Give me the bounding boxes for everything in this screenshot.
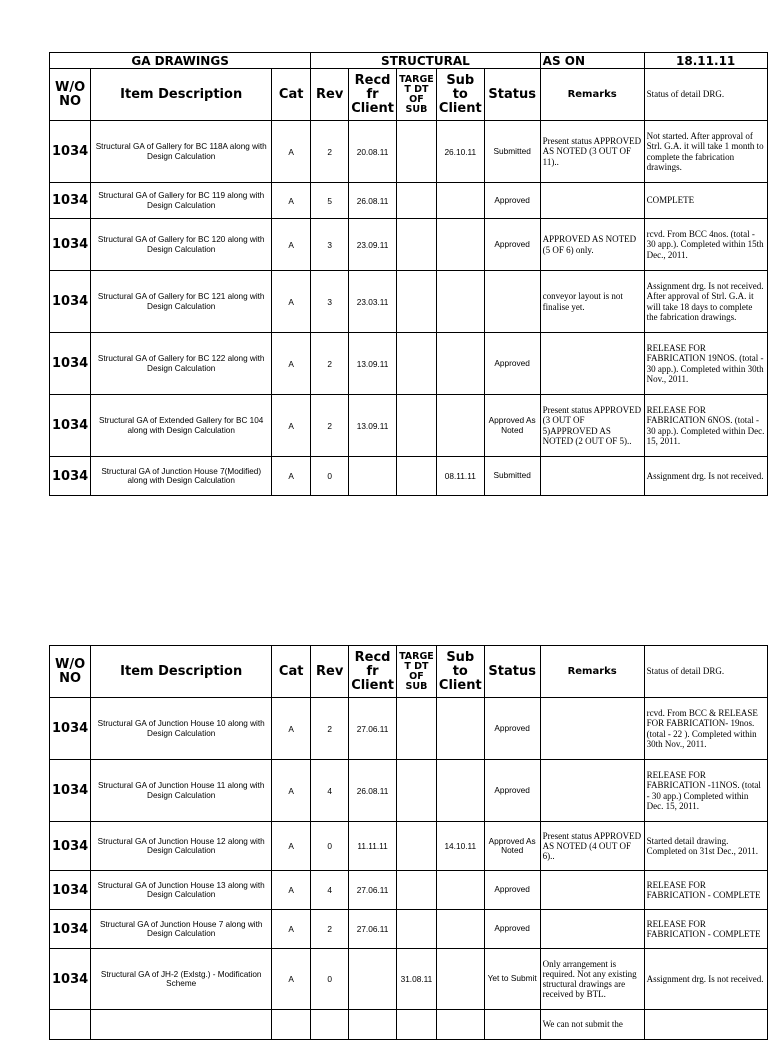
cell-item-description: Structural GA of Gallery for BC 122 along with Design Calculation [91,333,272,395]
cell-item-description: Structural GA of Extended Gallery for BC 104 along with Design Calculation [91,395,272,457]
cell-target-date [396,333,436,395]
cell-sub-date [436,1010,484,1040]
cell-sub-date [436,395,484,457]
cell-sub-date [436,871,484,910]
cell-rev: 5 [311,183,349,219]
cell-status: Approved [484,910,540,949]
cell-detail-status: Assignment drg. Is not received. [644,457,767,496]
structural-title: STRUCTURAL [311,53,540,69]
cell-recd-date: 27.06.11 [349,871,397,910]
table-row [50,822,768,871]
table-row [50,871,768,910]
cell-detail-status: Assignment drg. Is not received. After approval of Strl. G.A. it will take 18 days to complete the fabrication drawings. [644,271,767,333]
cell-target-date [396,871,436,910]
cell-wo: 1034 [50,822,91,871]
cell-detail-status: RELEASE FOR FABRICATION - COMPLETE [644,910,767,949]
cell-target-date [396,395,436,457]
cell-recd-date: 26.08.11 [349,183,397,219]
cell-status: Approved [484,760,540,822]
cell-remarks [540,760,644,822]
cell-remarks: We can not submit the [540,1010,644,1040]
cell-remarks [540,698,644,760]
header-rev: Rev [311,646,349,698]
cell-detail-status [644,1010,767,1040]
cell-cat: A [272,395,311,457]
cell-recd-date: 11.11.11 [349,822,397,871]
header-sub: Sub to Client [436,69,484,121]
cell-target-date [396,822,436,871]
cell-rev: 3 [311,219,349,271]
header-remarks: Remarks [540,69,644,121]
header-cat: Cat [272,646,311,698]
cell-recd-date: 13.09.11 [349,395,397,457]
cell-rev: 2 [311,395,349,457]
cell-item-description: Structural GA of Gallery for BC 119 along with Design Calculation [91,183,272,219]
cell-status: Submitted [484,457,540,496]
cell-wo: 1034 [50,698,91,760]
cell-rev [311,1010,349,1040]
cell-rev: 4 [311,871,349,910]
cell-sub-date [436,698,484,760]
cell-cat: A [272,271,311,333]
cell-rev: 2 [311,333,349,395]
cell-rev: 3 [311,271,349,333]
cell-cat: A [272,219,311,271]
cell-sub-date [436,271,484,333]
cell-sub-date [436,219,484,271]
table-row [50,121,768,183]
cell-sub-date: 14.10.11 [436,822,484,871]
table-row [50,457,768,496]
cell-target-date [396,760,436,822]
cell-sub-date [436,949,484,1010]
cell-wo: 1034 [50,219,91,271]
cell-recd-date: 27.06.11 [349,698,397,760]
cell-target-date [396,910,436,949]
title-row [50,53,768,69]
table-row [50,910,768,949]
header-target: TARGE T DT OF SUB [396,646,436,698]
cell-cat: A [272,822,311,871]
cell-detail-status: RELEASE FOR FABRICATION 6NOS. (total - 30 app.). Completed within Dec. 15, 2011. [644,395,767,457]
cell-sub-date [436,183,484,219]
cell-wo: 1034 [50,121,91,183]
cell-status: Approved As Noted [484,822,540,871]
cell-remarks [540,183,644,219]
cell-wo: 1034 [50,271,91,333]
cell-recd-date [349,457,397,496]
cell-detail-status: Started detail drawing. Completed on 31st Dec., 2011. [644,822,767,871]
cell-status [484,1010,540,1040]
cell-item-description: Structural GA of Gallery for BC 120 along with Design Calculation [91,219,272,271]
header-wo: W/O NO [50,646,91,698]
cell-target-date [396,271,436,333]
cell-cat: A [272,910,311,949]
cell-wo: 1034 [50,871,91,910]
table-row [50,1010,768,1040]
header-sub: Sub to Client [436,646,484,698]
header-item: Item Description [91,646,272,698]
cell-rev: 2 [311,698,349,760]
header-row [50,69,768,121]
cell-item-description [91,1010,272,1040]
table-row [50,949,768,1010]
header-wo: W/O NO [50,69,91,121]
header-status: Status [484,646,540,698]
header-cat: Cat [272,69,311,121]
cell-status: Approved [484,219,540,271]
cell-status: Approved [484,333,540,395]
cell-status: Submitted [484,121,540,183]
cell-wo: 1034 [50,395,91,457]
cell-cat: A [272,121,311,183]
cell-item-description: Structural GA of Junction House 10 along with Design Calculation [91,698,272,760]
cell-wo: 1034 [50,910,91,949]
cell-recd-date: 27.06.11 [349,910,397,949]
header-detail: Status of detail DRG. [644,646,767,698]
cell-target-date [396,698,436,760]
drawing-status-table-1 [49,52,768,496]
cell-recd-date: 13.09.11 [349,333,397,395]
header-status: Status [484,69,540,121]
cell-remarks [540,457,644,496]
cell-status: Approved [484,871,540,910]
header-row [50,646,768,698]
cell-cat [272,1010,311,1040]
cell-wo: 1034 [50,333,91,395]
cell-wo: 1034 [50,760,91,822]
cell-item-description: Structural GA of Gallery for BC 121 along with Design Calculation [91,271,272,333]
cell-item-description: Structural GA of Junction House 12 along with Design Calculation [91,822,272,871]
cell-target-date: 31.08.11 [396,949,436,1010]
cell-detail-status: COMPLETE [644,183,767,219]
table-row [50,271,768,333]
cell-rev: 0 [311,457,349,496]
cell-item-description: Structural GA of Junction House 7(Modified) along with Design Calculation [91,457,272,496]
cell-item-description: Structural GA of Gallery for BC 118A along with Design Calculation [91,121,272,183]
cell-cat: A [272,457,311,496]
cell-rev: 2 [311,910,349,949]
table-row [50,698,768,760]
cell-rev: 0 [311,822,349,871]
cell-status [484,271,540,333]
cell-wo: 1034 [50,457,91,496]
cell-remarks [540,910,644,949]
drawing-status-table-2 [49,645,768,1040]
cell-remarks: Only arrangement is required. Not any existing structural drawings are received by BTL. [540,949,644,1010]
cell-status: Approved [484,183,540,219]
report-date: 18.11.11 [644,53,767,69]
cell-sub-date [436,760,484,822]
cell-detail-status: Assignment drg. Is not received. [644,949,767,1010]
cell-cat: A [272,333,311,395]
cell-remarks: Present status APPROVED AS NOTED (3 OUT OF 11).. [540,121,644,183]
cell-target-date [396,457,436,496]
table-row [50,333,768,395]
cell-target-date [396,1010,436,1040]
header-recd: Recd fr Client [349,69,397,121]
cell-target-date [396,219,436,271]
header-detail: Status of detail DRG. [644,69,767,121]
cell-detail-status: Not started. After approval of Strl. G.A. it will take 1 month to complete the fabrication drawings. [644,121,767,183]
cell-remarks [540,333,644,395]
cell-recd-date: 26.08.11 [349,760,397,822]
table-row [50,219,768,271]
cell-status: Approved As Noted [484,395,540,457]
cell-rev: 0 [311,949,349,1010]
cell-wo: 1034 [50,183,91,219]
cell-remarks: APPROVED AS NOTED (5 OF 6) only. [540,219,644,271]
cell-detail-status: RELEASE FOR FABRICATION - COMPLETE [644,871,767,910]
table-row [50,183,768,219]
cell-target-date [396,121,436,183]
header-target: TARGE T DT OF SUB [396,69,436,121]
cell-item-description: Structural GA of Junction House 13 along with Design Calculation [91,871,272,910]
cell-status: Yet to Submit [484,949,540,1010]
header-rev: Rev [311,69,349,121]
cell-rev: 2 [311,121,349,183]
cell-remarks [540,871,644,910]
cell-cat: A [272,760,311,822]
ga-drawings-title: GA DRAWINGS [50,53,311,69]
cell-recd-date: 20.08.11 [349,121,397,183]
cell-rev: 4 [311,760,349,822]
cell-sub-date: 08.11.11 [436,457,484,496]
cell-item-description: Structural GA of Junction House 11 along with Design Calculation [91,760,272,822]
table-row [50,395,768,457]
cell-wo: 1034 [50,949,91,1010]
cell-sub-date [436,910,484,949]
cell-detail-status: RELEASE FOR FABRICATION 19NOS. (total - 30 app.). Completed within 30th Nov., 2011. [644,333,767,395]
cell-cat: A [272,949,311,1010]
header-item: Item Description [91,69,272,121]
cell-cat: A [272,183,311,219]
cell-recd-date: 23.09.11 [349,219,397,271]
cell-sub-date: 26.10.11 [436,121,484,183]
cell-item-description: Structural GA of Junction House 7 along with Design Calculation [91,910,272,949]
cell-item-description: Structural GA of JH-2 (Exlstg.) - Modification Scheme [91,949,272,1010]
cell-status: Approved [484,698,540,760]
cell-cat: A [272,698,311,760]
cell-wo [50,1010,91,1040]
cell-recd-date [349,1010,397,1040]
cell-sub-date [436,333,484,395]
cell-remarks: Present status APPROVED (3 OUT OF 5)APPROVED AS NOTED (2 OUT OF 5).. [540,395,644,457]
cell-recd-date [349,949,397,1010]
cell-remarks: conveyor layout is not finalise yet. [540,271,644,333]
cell-detail-status: RELEASE FOR FABRICATION -11NOS. (total - 30 app.) Completed within Dec. 15, 2011. [644,760,767,822]
cell-detail-status: rcvd. From BCC 4nos. (total - 30 app.). Completed within 15th Dec., 2011. [644,219,767,271]
header-recd: Recd fr Client [349,646,397,698]
as-on-label: AS ON [540,53,644,69]
header-remarks: Remarks [540,646,644,698]
cell-target-date [396,183,436,219]
cell-detail-status: rcvd. From BCC & RELEASE FOR FABRICATION- 19nos. (total - 22 ). Completed within 30th Nov., 2011. [644,698,767,760]
table-row [50,760,768,822]
cell-recd-date: 23.03.11 [349,271,397,333]
cell-remarks: Present status APPROVED AS NOTED (4 OUT OF 6).. [540,822,644,871]
cell-cat: A [272,871,311,910]
